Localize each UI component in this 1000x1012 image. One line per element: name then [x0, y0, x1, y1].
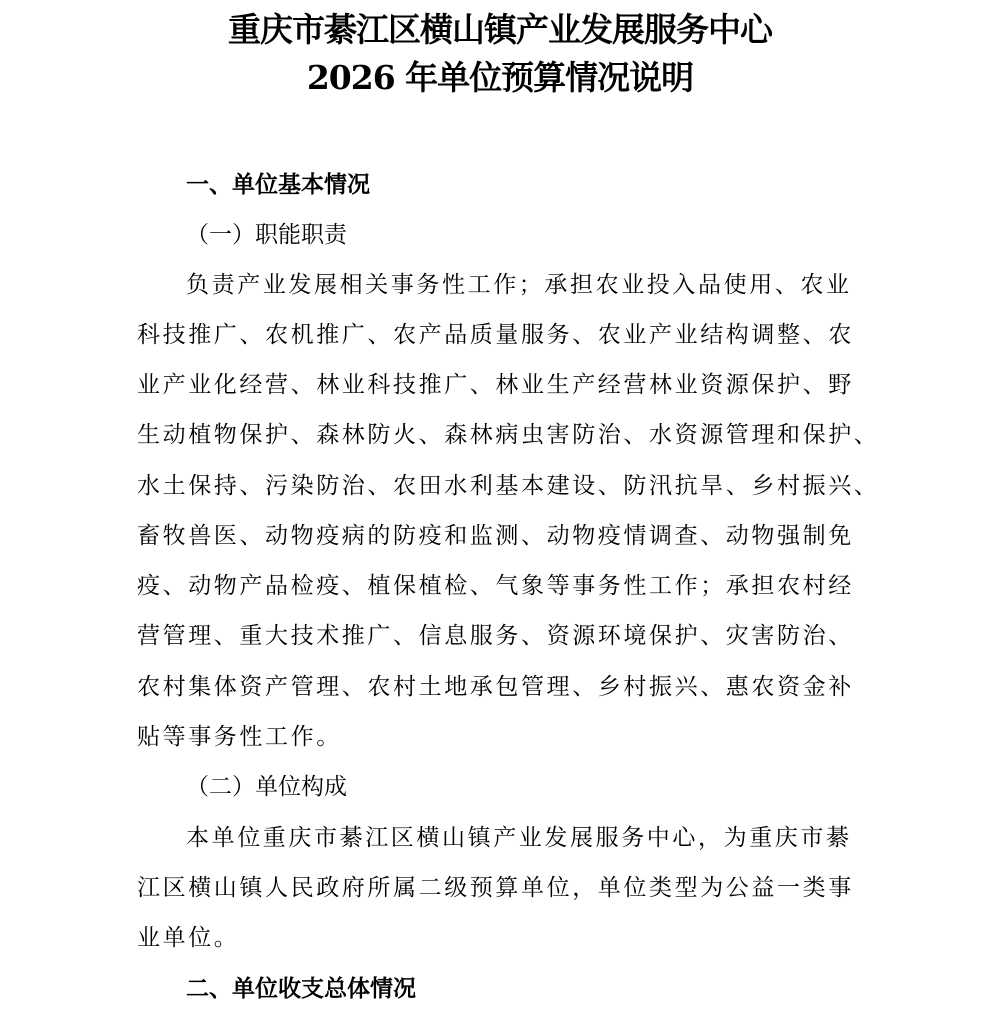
- paragraph-line: 贴等事务性工作。: [137, 724, 342, 750]
- section-heading-income-expenditure: 二、单位收支总体情况: [186, 976, 416, 1002]
- document-title-line-2: 2026 年单位预算情况说明: [306, 58, 694, 97]
- paragraph-line: 畜牧兽医、动物疫病的防疫和监测、动物疫情调查、动物强制免: [137, 523, 854, 549]
- paragraph-line: 业产业化经营、林业科技推广、林业生产经营林业资源保护、野: [137, 372, 854, 398]
- paragraph-line: 水土保持、污染防治、农田水利基本建设、防汛抗旱、乡村振兴、: [137, 473, 880, 499]
- paragraph-line: 负责产业发展相关事务性工作；承担农业投入品使用、农业: [186, 272, 852, 298]
- paragraph-line: 本单位重庆市綦江区横山镇产业发展服务中心，为重庆市綦: [186, 825, 852, 851]
- paragraph-line: 科技推广、农机推广、农产品质量服务、农业产业结构调整、农: [137, 322, 854, 348]
- paragraph-line: 疫、动物产品检疫、植保植检、气象等事务性工作；承担农村经: [137, 573, 854, 599]
- subsection-heading-composition: （二）单位构成: [186, 774, 347, 800]
- subsection-heading-functions: （一）职能职责: [186, 222, 347, 248]
- paragraph-line: 江区横山镇人民政府所属二级预算单位，单位类型为公益一类事: [137, 875, 854, 901]
- paragraph-line: 业单位。: [137, 925, 240, 951]
- section-heading-basic-info: 一、单位基本情况: [186, 172, 370, 198]
- document-title-line-1: 重庆市綦江区横山镇产业发展服务中心: [228, 10, 772, 49]
- paragraph-line: 生动植物保护、森林防火、森林病虫害防治、水资源管理和保护、: [137, 422, 880, 448]
- paragraph-line: 农村集体资产管理、农村土地承包管理、乡村振兴、惠农资金补: [137, 674, 854, 700]
- paragraph-line: 营管理、重大技术推广、信息服务、资源环境保护、灾害防治、: [137, 623, 854, 649]
